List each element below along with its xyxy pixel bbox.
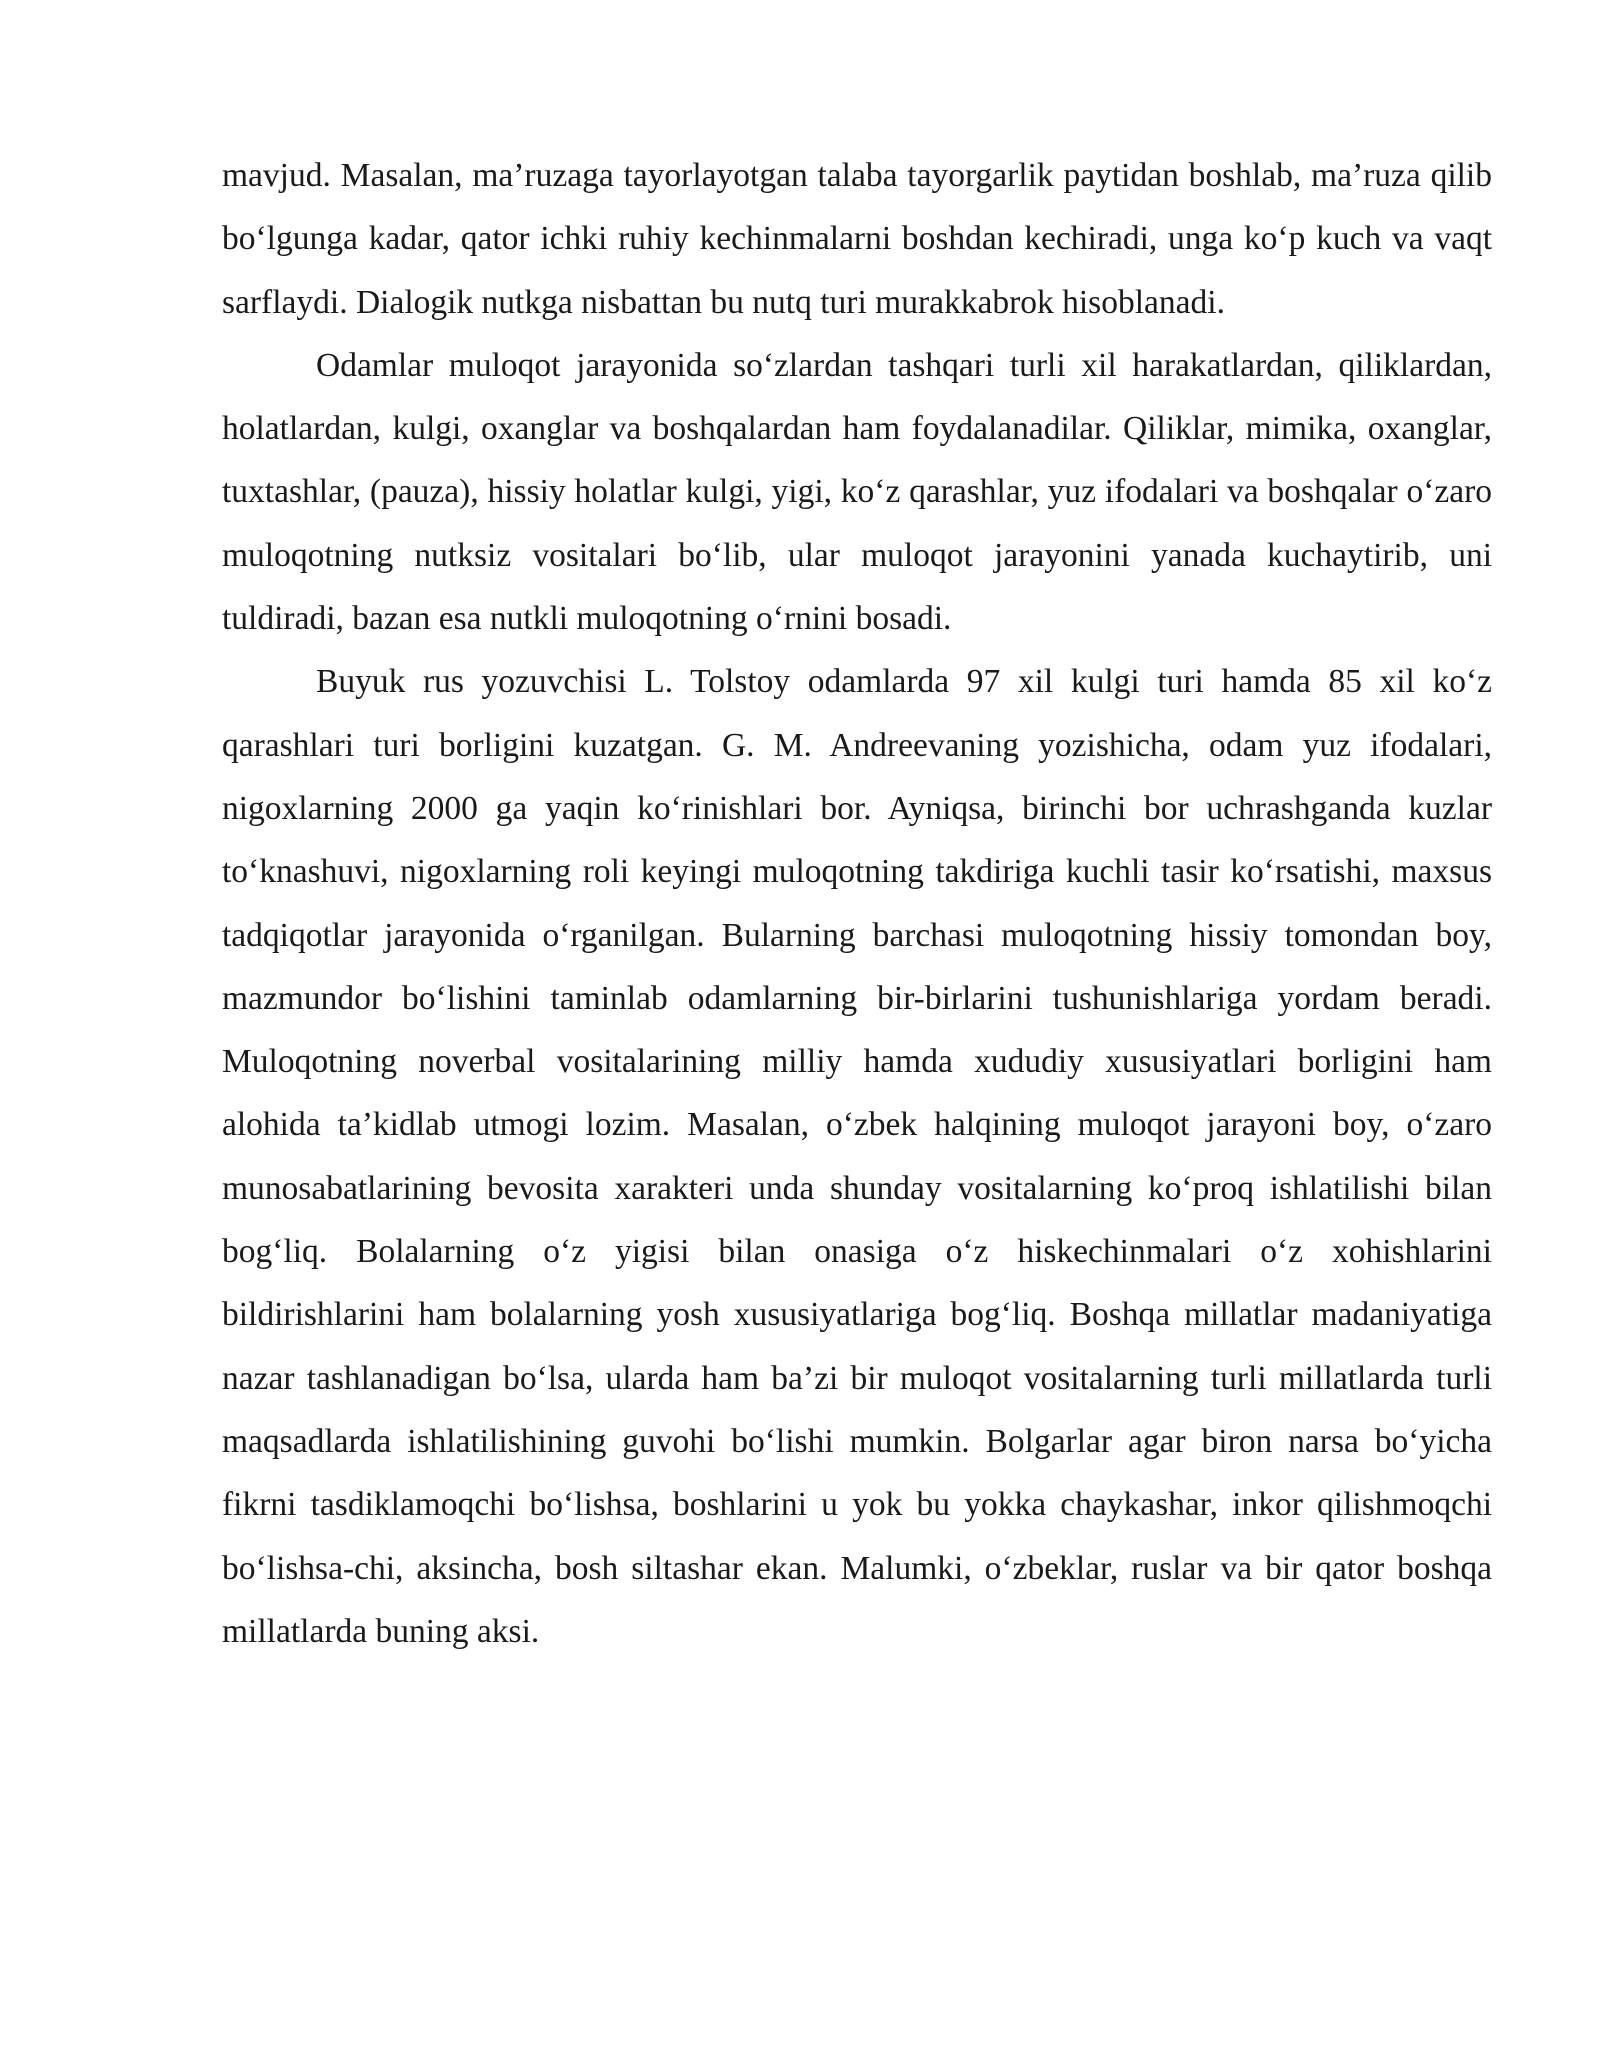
paragraph-1: mavjud. Masalan, ma’ruzaga tayorlayotgan talaba tayorgarlik paytidan boshlab, ma’ruza qilib bo‘lgunga kadar, qator ichki ruhiy kechinmalarni boshdan kechiradi, unga ko‘p kuch va vaqt sarflaydi. Dialogik nutkga nisbattan bu nutq turi murakkabrok hisoblanadi. [222, 157, 1492, 321]
paragraph-2: Odamlar muloqot jarayonida so‘zlardan tashqari turli xil harakatlardan, qiliklardan, holatlardan, kulgi, oxanglar va boshqalardan ham foydalanadilar. Qiliklar, mimika, oxanglar, tuxtashlar, (pauza), hissiy holatlar kulgi, yigi, ko‘z qarashlar, yuz ifodalari va boshqalar o‘zaro muloqotning nutksiz vositalari bo‘lib, ular muloqot jarayonini yanada kuchaytirib, uni tuldiradi, bazan esa nutkli muloqotning o‘rnini bosadi. [222, 346, 1492, 638]
paragraph-3: Buyuk rus yozuvchisi L. Tolstoy odamlarda 97 xil kulgi turi hamda 85 xil ko‘z qarashlari turi borligini kuzatgan. G. M. Andreevaning yozishicha, odam yuz ifodalari, nigoxlarning 2000 ga yaqin ko‘rinishlari bor. Ayniqsa, birinchi bor uchrashganda kuzlar to‘knashuvi, nigoxlarning roli keyingi muloqotning takdiriga kuchli tasir ko‘rsatishi, maxsus tadqiqotlar jarayonida o‘rganilgan. Bularning barchasi muloqotning hissiy tomondan boy, mazmundor bo‘lishini taminlab odamlarning bir-birlarini tushunishlariga yordam beradi. Muloqotning noverbal vositalarining milliy hamda xududiy xususiyatlari borligini ham alohida ta’kidlab utmogi lozim. Masalan, o‘zbek halqining muloqot jarayoni boy, o‘zaro munosabatlarining bevosita xarakteri unda shunday vositalarning ko‘proq ishlatilishi bilan bog‘liq. Bolalarning o‘z yigisi bilan onasiga o‘z hiskechinmalari o‘z xohishlarini bildirishlarini ham bolalarning yosh xususiyatlariga bog‘liq. Boshqa millatlar madaniyatiga nazar tashlanadigan bo‘lsa, ularda ham ba’zi bir muloqot vositalarning turli millatlarda turli maqsadlarda ishlatilishining guvohi bo‘lishi mumkin. Bolgarlar agar biron narsa bo‘yicha fikrni tasdiklamoqchi bo‘lishsa, boshlarini u yok bu yokka chaykashar, inkor qilishmoqchi bo‘lishsa-chi, aksincha, bosh siltashar ekan. Malumki, o‘zbeklar, ruslar va bir qator boshqa millatlarda buning aksi. [222, 663, 1492, 1650]
document-body [222, 144, 1492, 1663]
